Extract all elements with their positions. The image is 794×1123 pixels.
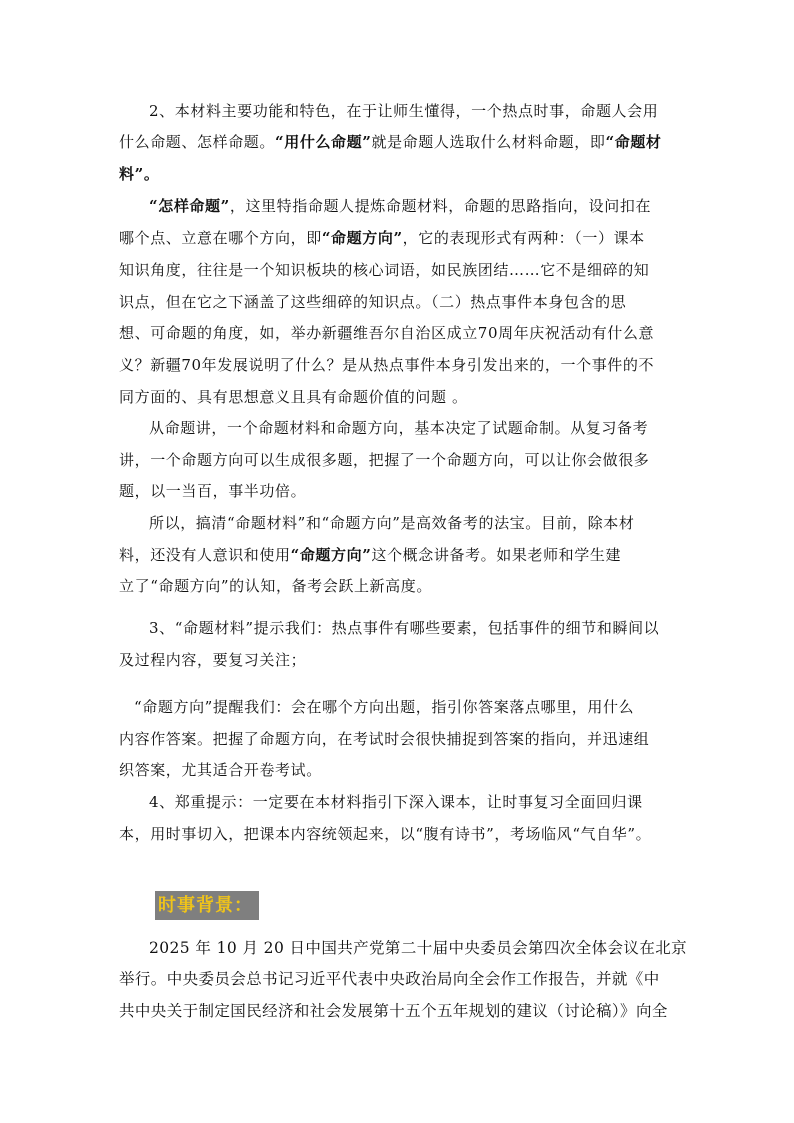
paragraph-line: 内容作答案。把握了命题方向，在考试时会很快捕捉到答案的指向，并迅速组	[119, 730, 650, 748]
paragraph-line: 哪个点、立意在哪个方向，即“命题方向”，它的表现形式有两种：（一）课本	[119, 229, 645, 247]
paragraph-line: 料，还没有人意识和使用“命题方向”这个概念讲备考。如果老师和学生建	[119, 546, 622, 564]
paragraph-line: 共中央关于制定国民经济和社会发展第十五个五年规划的建议（讨论稿）》向全	[119, 1002, 668, 1020]
bold-term: “用什么命题”	[275, 133, 372, 151]
paragraph-line: 什么命题、怎样命题。“用什么命题”就是命题人选取什么材料命题，即“命题材	[119, 133, 662, 151]
paragraph-line: 4、郑重提示：一定要在本材料指引下深入课本，让时事复习全面回归课	[149, 793, 643, 811]
paragraph-line: 从命题讲，一个命题材料和命题方向，基本决定了试题命制。从复习备考	[149, 419, 649, 437]
paragraph-line: 及过程内容，要复习关注；	[119, 651, 307, 669]
bold-term: “命题材	[605, 133, 662, 151]
paragraph-line: 织答案，尤其适合开卷考试。	[119, 761, 322, 779]
paragraph-line: 想、可命题的角度，如，举办新疆维吾尔自治区成立70周年庆祝活动有什么意	[119, 324, 655, 342]
paragraph-line: 所以，搞清“命题材料”和“命题方向”是高效备考的法宝。目前，除本材	[149, 514, 635, 532]
paragraph-line: “命题方向”提醒我们：会在哪个方向出题，指引你答案落点哪里，用什么	[134, 698, 635, 716]
bold-term: “命题方向”	[290, 546, 372, 564]
paragraph-line: 义？新疆70年发展说明了什么？是从热点事件本身引发出来的，一个事件的不	[119, 356, 655, 374]
bold-term: “怎样命题”	[149, 197, 230, 215]
paragraph-line: 知识角度，往往是一个知识板块的核心词语，如民族团结……它不是细碎的知	[119, 261, 650, 279]
bold-term: “命题方向”	[321, 229, 403, 247]
paragraph-line: “怎样命题”，这里特指命题人提炼命题材料，命题的思路指向，设问扣在	[149, 197, 652, 215]
paragraph-line: 识点，但在它之下涵盖了这些细碎的知识点。（二）热点事件本身包含的思	[119, 293, 627, 311]
paragraph-line: 讲，一个命题方向可以生成很多题，把握了一个命题方向，可以让你会做很多	[119, 451, 650, 469]
paragraph-line: 料”。	[119, 165, 160, 183]
paragraph-line: 本，用时事切入，把课本内容统领起来，以“腹有诗书”，考场临风“气自华”。	[119, 825, 652, 843]
paragraph-line: 举行。中央委员会总书记习近平代表中央政治局向全会作工作报告，并就《中	[119, 970, 660, 988]
paragraph-line: 3、“命题材料”提示我们：热点事件有哪些要素，包括事件的细节和瞬间以	[149, 619, 660, 637]
paragraph-line: 立了“命题方向”的认知，备考会跃上新高度。	[119, 577, 432, 595]
paragraph-line: 2、本材料主要功能和特色，在于让师生懂得，一个热点时事，命题人会用	[149, 102, 659, 120]
paragraph-line: 同方面的、具有思想意义且具有命题价值的问题 。	[119, 388, 468, 406]
paragraph-line: 题，以一当百，事半功倍。	[119, 482, 307, 500]
section-heading: 时事背景：	[155, 891, 259, 920]
paragraph-line: 2025 年 10 月 20 日中国共产党第二十届中央委员会第四次全体会议在北京	[149, 939, 688, 957]
